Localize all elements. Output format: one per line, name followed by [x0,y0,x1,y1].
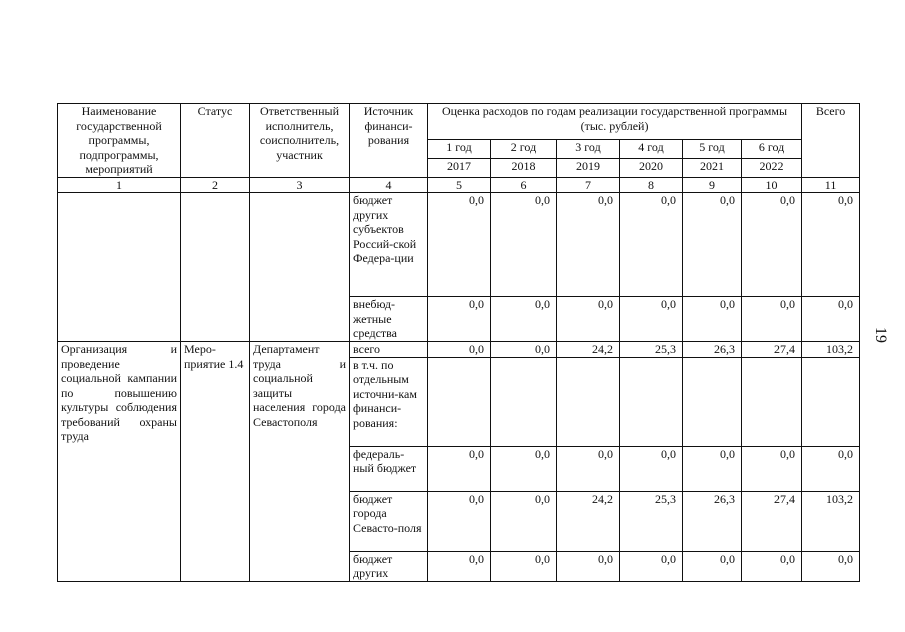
value-cell: 0,0 [428,342,491,358]
table-row [58,193,860,297]
header-responsible: Ответственный исполнитель, соисполнитель, участник [250,104,350,178]
value-cell: 0,0 [742,193,802,297]
year-value: 2018 [491,158,557,177]
column-number-row [58,177,860,193]
column-number: 6 [491,177,557,193]
header-name: Наименование государственной программы, подпрограммы, мероприятий [58,104,181,178]
year-value: 2017 [428,158,491,177]
activity-status: Меро-приятие 1.4 [181,342,250,582]
value-cell: 0,0 [491,551,557,581]
value-cell: 0,0 [557,446,620,491]
year-value: 2022 [742,158,802,177]
source-cell: в т.ч. по отдельным источни-кам финанси-рования: [350,357,428,446]
value-cell: 0,0 [491,446,557,491]
value-cell: 0,0 [491,297,557,342]
value-cell: 0,0 [491,193,557,297]
value-cell: 0,0 [742,551,802,581]
value-cell [742,357,802,446]
value-cell: 0,0 [557,193,620,297]
year-label: 1 год [428,140,491,159]
value-cell: 0,0 [428,551,491,581]
value-cell: 25,3 [620,342,683,358]
header-estimate: Оценка расходов по годам реализации государственной программы (тыс. рублей) [428,104,802,140]
status-cell-empty [181,193,250,342]
value-cell: 0,0 [428,297,491,342]
value-cell: 26,3 [683,342,742,358]
budget-table [57,103,860,582]
column-number: 8 [620,177,683,193]
value-cell: 26,3 [683,491,742,551]
page-number: 19 [872,327,889,343]
value-cell: 0,0 [802,193,860,297]
value-cell [428,357,491,446]
year-label: 2 год [491,140,557,159]
year-label: 3 год [557,140,620,159]
value-cell: 0,0 [742,446,802,491]
header-source: Источник финанси-рования [350,104,428,178]
column-number: 10 [742,177,802,193]
column-number: 4 [350,177,428,193]
source-cell: бюджет других субъектов Россий-ской Федера-ции [350,193,428,297]
value-cell [620,357,683,446]
value-cell: 0,0 [683,297,742,342]
column-number: 9 [683,177,742,193]
header-total: Всего [802,104,860,178]
value-cell: 103,2 [802,342,860,358]
source-cell: всего [350,342,428,358]
value-cell: 0,0 [802,551,860,581]
value-cell: 0,0 [557,551,620,581]
value-cell: 27,4 [742,342,802,358]
year-value: 2020 [620,158,683,177]
name-cell-empty [58,193,181,342]
year-value: 2019 [557,158,620,177]
source-cell: федераль-ный бюджет [350,446,428,491]
column-number: 1 [58,177,181,193]
value-cell: 0,0 [620,551,683,581]
column-number: 3 [250,177,350,193]
value-cell: 24,2 [557,342,620,358]
value-cell [491,357,557,446]
value-cell: 0,0 [557,297,620,342]
header-status: Статус [181,104,250,178]
activity-responsible: Департамент труда и социальной защиты населения города Севастополя [250,342,350,582]
year-label: 4 год [620,140,683,159]
column-number: 5 [428,177,491,193]
value-cell: 0,0 [491,342,557,358]
column-number: 7 [557,177,620,193]
value-cell [683,357,742,446]
value-cell: 0,0 [742,297,802,342]
value-cell: 0,0 [683,446,742,491]
year-value: 2021 [683,158,742,177]
year-label: 5 год [683,140,742,159]
value-cell: 0,0 [683,193,742,297]
table-row [58,342,860,358]
value-cell: 0,0 [802,446,860,491]
value-cell: 103,2 [802,491,860,551]
responsible-cell-empty [250,193,350,342]
source-cell: внебюд-жетные средства [350,297,428,342]
value-cell: 27,4 [742,491,802,551]
activity-name: Организация и проведение социальной кампании по повышению культуры соблюдения требований охраны труда [58,342,181,582]
value-cell: 0,0 [620,297,683,342]
column-number: 2 [181,177,250,193]
column-number: 11 [802,177,860,193]
value-cell: 0,0 [620,446,683,491]
value-cell: 0,0 [491,491,557,551]
value-cell: 0,0 [428,193,491,297]
source-cell: бюджет других [350,551,428,581]
value-cell [802,357,860,446]
source-cell: бюджет города Севасто-поля [350,491,428,551]
value-cell [557,357,620,446]
value-cell: 0,0 [620,193,683,297]
value-cell: 0,0 [802,297,860,342]
value-cell: 24,2 [557,491,620,551]
value-cell: 25,3 [620,491,683,551]
year-label: 6 год [742,140,802,159]
value-cell: 0,0 [683,551,742,581]
value-cell: 0,0 [428,446,491,491]
value-cell: 0,0 [428,491,491,551]
